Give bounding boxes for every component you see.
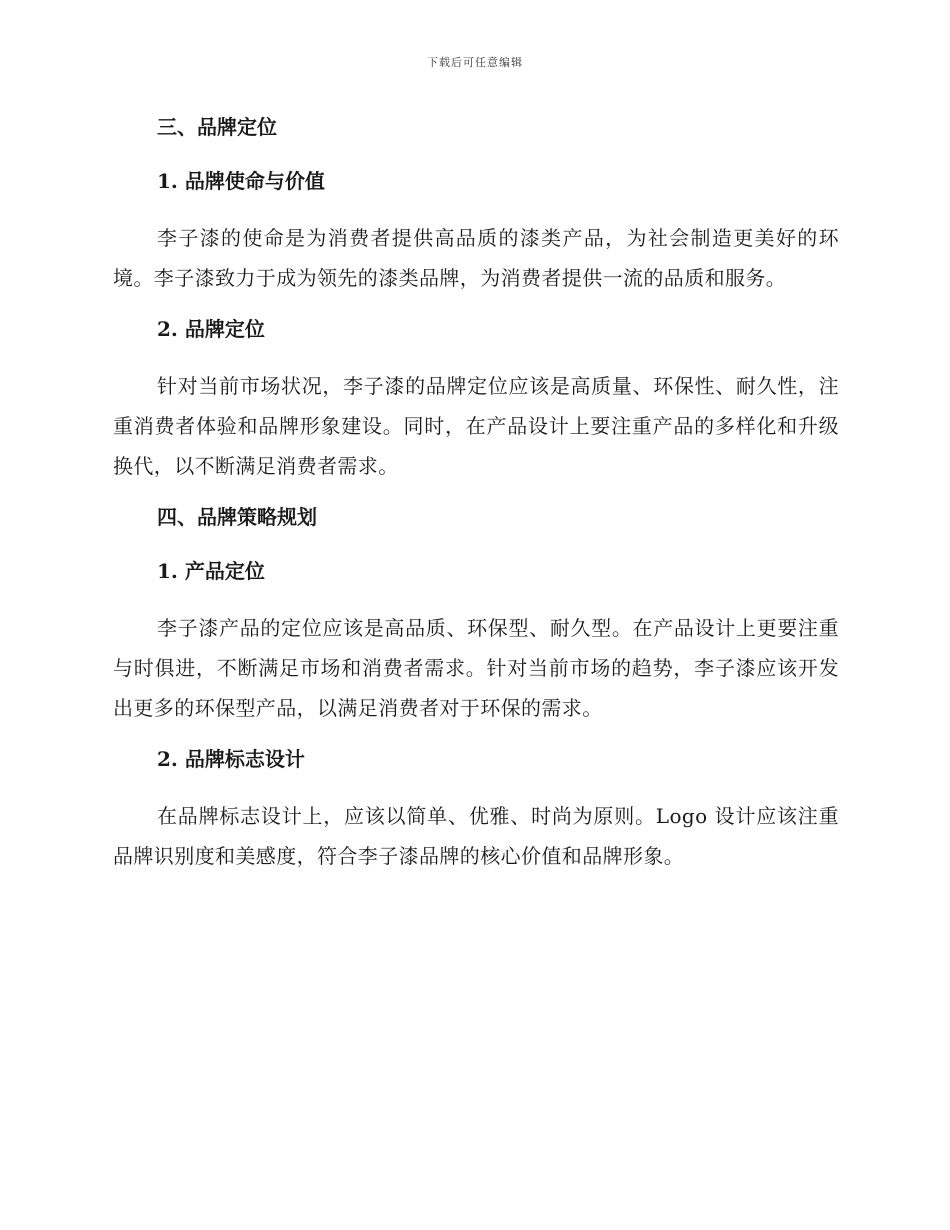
page-header-note: 下载后可任意编辑 bbox=[427, 56, 523, 69]
document-body bbox=[113, 112, 839, 876]
subheading-logo-design: 2. 品牌标志设计 bbox=[157, 747, 305, 771]
section-heading-brand-positioning: 三、品牌定位 bbox=[157, 115, 277, 139]
section-heading-brand-strategy: 四、品牌策略规划 bbox=[157, 505, 317, 529]
paragraph-brand-positioning: 针对当前市场状况，李子漆的品牌定位应该是高质量、环保性、耐久性，注重消费者体验和品牌形象建设。同时，在产品设计上要注重产品的多样化和升级换代，以不断满足消费者需求。 bbox=[113, 374, 839, 478]
subheading-brand-positioning: 2. 品牌定位 bbox=[157, 317, 265, 341]
subheading-product-positioning: 1. 产品定位 bbox=[157, 559, 265, 583]
paragraph-mission-value: 李子漆的使命是为消费者提供高品质的漆类产品，为社会制造更美好的环境。李子漆致力于成为领先的漆类品牌，为消费者提供一流的品质和服务。 bbox=[113, 226, 839, 290]
paragraph-product-positioning: 李子漆产品的定位应该是高品质、环保型、耐久型。在产品设计上更要注重与时俱进，不断满足市场和消费者需求。针对当前市场的趋势，李子漆应该开发出更多的环保型产品，以满足消费者对于环保的需求。 bbox=[113, 616, 839, 720]
paragraph-logo-design: 在品牌标志设计上，应该以简单、优雅、时尚为原则。Logo 设计应该注重品牌识别度和美感度，符合李子漆品牌的核心价值和品牌形象。 bbox=[113, 804, 839, 868]
subheading-mission-value: 1. 品牌使命与价值 bbox=[157, 169, 325, 193]
